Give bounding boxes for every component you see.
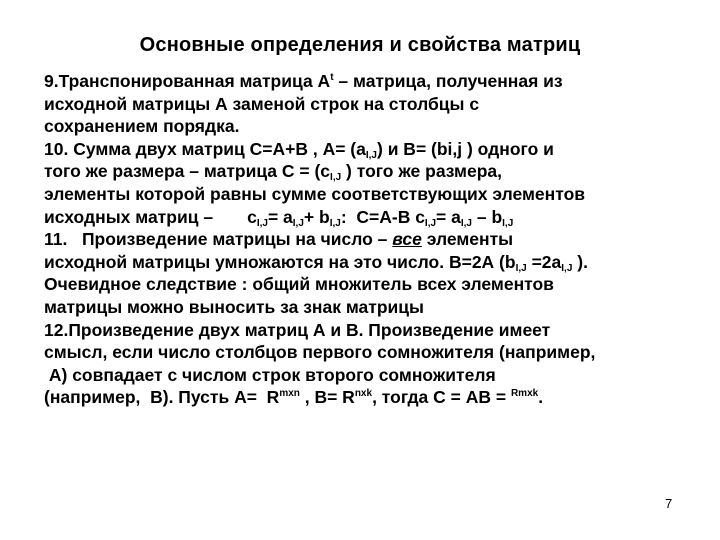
text-line: А) совпадает с числом строк второго сомножителя xyxy=(44,364,496,385)
text-line: Очевидное следствие : общий множитель всех элементов xyxy=(44,274,554,295)
text-line: 10. Сумма двух матриц С=А+В , $А= (а_{I,J})$ и В= (bi,j ) одного и xyxy=(44,138,554,161)
text-line: исходной матрицы умножаются на это число. В=2А ($b_{I,J} =2а_{I,J}$ ). xyxy=(44,251,588,274)
text-line: 11. Произведение матрицы на число – все элементы xyxy=(44,229,514,250)
page-title: Основные определения и свойства матриц xyxy=(139,34,581,56)
text-line: исходных матриц – $с_{I,J}= а_{I,J}+ b_{I,J}$: С=А-В $с_{I,J}= а_{I,J} - b_{I,J}$ xyxy=(44,206,514,229)
emphasis-text: все xyxy=(392,229,422,250)
text-line: матрицы можно выносить за знак матрицы xyxy=(44,296,425,317)
slide-body xyxy=(44,70,694,409)
text-line: (например, В). Пусть $А= R^{mxn}$ , $В= R^{nxk}$, тогда С = АВ = $^{Rmxk}$. xyxy=(44,387,544,408)
text-line: исходной матрицы А заменой строк на столбцы с xyxy=(44,93,480,114)
text-line: 9.Транспонированная матрица $А^t$ – матрица, полученная из xyxy=(44,71,563,91)
text-line: того же размера – матрица $С = (с_{I,J}$ ) того же размера, xyxy=(44,161,502,184)
text-line: элементы которой равны сумме соответствующих элементов xyxy=(44,183,586,204)
text-line: смысл, если число столбцов первого сомножителя (например, xyxy=(44,342,596,363)
text-line: сохранением порядка. xyxy=(44,116,240,137)
page-number: 7 xyxy=(665,496,673,511)
text-line: 12.Произведение двух матриц А и В. Произведение имеет xyxy=(44,319,551,340)
